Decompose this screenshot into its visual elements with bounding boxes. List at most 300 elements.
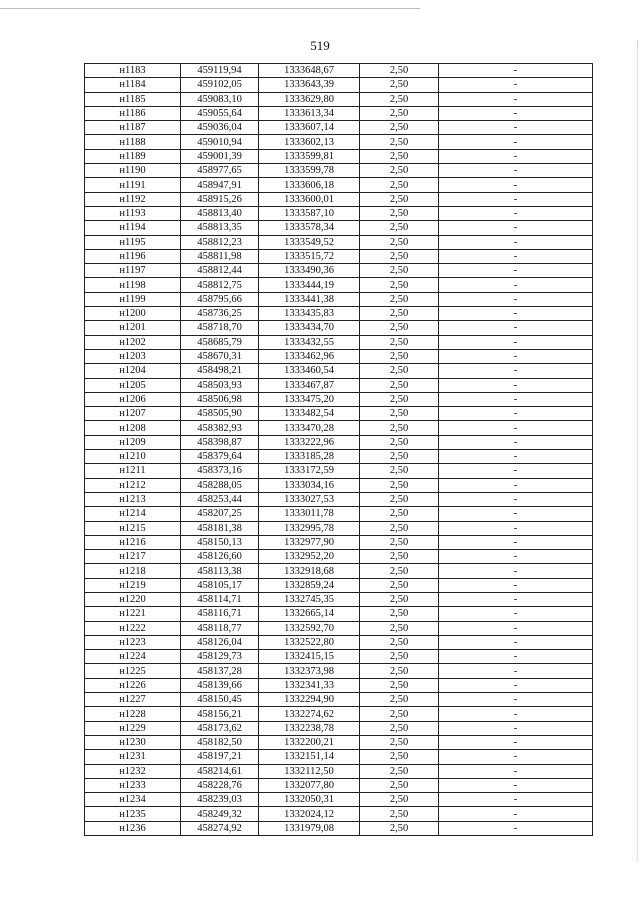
note-cell: - [439,378,593,392]
y-coordinate-cell: 1332077,80 [259,778,360,792]
x-coordinate-cell: 458373,16 [181,464,259,478]
x-coordinate-cell: 458126,60 [181,550,259,564]
table-row [85,92,593,106]
y-coordinate-cell: 1333599,81 [259,149,360,163]
top-rule [0,8,420,9]
table-row [85,292,593,306]
note-cell: - [439,435,593,449]
y-coordinate-cell: 1332522,80 [259,635,360,649]
x-coordinate-cell: 458129,73 [181,650,259,664]
value-cell: 2,50 [360,464,439,478]
table-row [85,678,593,692]
y-coordinate-cell: 1333222,96 [259,435,360,449]
note-cell: - [439,578,593,592]
y-coordinate-cell: 1332592,70 [259,621,360,635]
x-coordinate-cell: 458379,64 [181,450,259,464]
value-cell: 2,50 [360,206,439,220]
point-id-cell: н1213 [85,492,181,506]
value-cell: 2,50 [360,307,439,321]
value-cell: 2,50 [360,278,439,292]
table-row [85,435,593,449]
value-cell: 2,50 [360,450,439,464]
note-cell: - [439,221,593,235]
table-row [85,507,593,521]
table-row [85,578,593,592]
page-edge-shadow [637,40,638,860]
table-row [85,264,593,278]
note-cell: - [439,664,593,678]
x-coordinate-cell: 459001,39 [181,149,259,163]
table-row [85,307,593,321]
y-coordinate-cell: 1332151,14 [259,750,360,764]
note-cell: - [439,678,593,692]
value-cell: 2,50 [360,106,439,120]
value-cell: 2,50 [360,392,439,406]
table-row [85,621,593,635]
x-coordinate-cell: 458118,77 [181,621,259,635]
x-coordinate-cell: 458239,03 [181,793,259,807]
value-cell: 2,50 [360,178,439,192]
table-row [85,750,593,764]
x-coordinate-cell: 458795,66 [181,292,259,306]
value-cell: 2,50 [360,321,439,335]
value-cell: 2,50 [360,592,439,606]
y-coordinate-cell: 1333435,83 [259,307,360,321]
value-cell: 2,50 [360,235,439,249]
point-id-cell: н1222 [85,621,181,635]
x-coordinate-cell: 458670,31 [181,349,259,363]
y-coordinate-cell: 1333467,87 [259,378,360,392]
table-row [85,707,593,721]
y-coordinate-cell: 1331979,08 [259,821,360,835]
table-row [85,121,593,135]
table-row [85,735,593,749]
point-id-cell: н1221 [85,607,181,621]
value-cell: 2,50 [360,778,439,792]
value-cell: 2,50 [360,764,439,778]
y-coordinate-cell: 1333441,38 [259,292,360,306]
value-cell: 2,50 [360,349,439,363]
point-id-cell: н1198 [85,278,181,292]
x-coordinate-cell: 458506,98 [181,392,259,406]
table-row [85,235,593,249]
table-row [85,693,593,707]
x-coordinate-cell: 458197,21 [181,750,259,764]
point-id-cell: н1233 [85,778,181,792]
value-cell: 2,50 [360,364,439,378]
x-coordinate-cell: 458114,71 [181,592,259,606]
note-cell: - [439,821,593,835]
point-id-cell: н1210 [85,450,181,464]
y-coordinate-cell: 1333172,59 [259,464,360,478]
point-id-cell: н1201 [85,321,181,335]
table-row [85,464,593,478]
note-cell: - [439,192,593,206]
value-cell: 2,50 [360,421,439,435]
point-id-cell: н1218 [85,564,181,578]
y-coordinate-cell: 1332995,78 [259,521,360,535]
note-cell: - [439,592,593,606]
value-cell: 2,50 [360,693,439,707]
y-coordinate-cell: 1333606,18 [259,178,360,192]
x-coordinate-cell: 458214,61 [181,764,259,778]
table-row [85,478,593,492]
point-id-cell: н1187 [85,121,181,135]
table-row [85,450,593,464]
x-coordinate-cell: 458253,44 [181,492,259,506]
x-coordinate-cell: 459010,94 [181,135,259,149]
table-row [85,149,593,163]
y-coordinate-cell: 1332274,62 [259,707,360,721]
value-cell: 2,50 [360,550,439,564]
x-coordinate-cell: 458181,38 [181,521,259,535]
note-cell: - [439,492,593,506]
value-cell: 2,50 [360,149,439,163]
table-row [85,592,593,606]
x-coordinate-cell: 458813,40 [181,206,259,220]
point-id-cell: н1197 [85,264,181,278]
table-row [85,192,593,206]
table-row [85,492,593,506]
note-cell: - [439,235,593,249]
value-cell: 2,50 [360,578,439,592]
value-cell: 2,50 [360,635,439,649]
table-row [85,650,593,664]
y-coordinate-cell: 1332238,78 [259,721,360,735]
value-cell: 2,50 [360,192,439,206]
point-id-cell: н1199 [85,292,181,306]
y-coordinate-cell: 1333490,36 [259,264,360,278]
note-cell: - [439,307,593,321]
y-coordinate-cell: 1332050,31 [259,793,360,807]
value-cell: 2,50 [360,292,439,306]
x-coordinate-cell: 459083,10 [181,92,259,106]
point-id-cell: н1212 [85,478,181,492]
value-cell: 2,50 [360,821,439,835]
point-id-cell: н1224 [85,650,181,664]
note-cell: - [439,778,593,792]
note-cell: - [439,607,593,621]
x-coordinate-cell: 458150,13 [181,535,259,549]
table-row [85,178,593,192]
value-cell: 2,50 [360,135,439,149]
y-coordinate-cell: 1333185,28 [259,450,360,464]
point-id-cell: н1195 [85,235,181,249]
note-cell: - [439,164,593,178]
note-cell: - [439,292,593,306]
value-cell: 2,50 [360,478,439,492]
table-body [85,64,593,836]
value-cell: 2,50 [360,650,439,664]
y-coordinate-cell: 1332200,21 [259,735,360,749]
y-coordinate-cell: 1332341,33 [259,678,360,692]
y-coordinate-cell: 1333011,78 [259,507,360,521]
x-coordinate-cell: 458812,23 [181,235,259,249]
note-cell: - [439,421,593,435]
x-coordinate-cell: 458126,04 [181,635,259,649]
point-id-cell: н1223 [85,635,181,649]
y-coordinate-cell: 1332952,20 [259,550,360,564]
y-coordinate-cell: 1333600,01 [259,192,360,206]
x-coordinate-cell: 458173,62 [181,721,259,735]
y-coordinate-cell: 1332977,90 [259,535,360,549]
value-cell: 2,50 [360,750,439,764]
y-coordinate-cell: 1333549,52 [259,235,360,249]
point-id-cell: н1188 [85,135,181,149]
x-coordinate-cell: 458718,70 [181,321,259,335]
y-coordinate-cell: 1333462,96 [259,349,360,363]
point-id-cell: н1215 [85,521,181,535]
x-coordinate-cell: 458947,91 [181,178,259,192]
value-cell: 2,50 [360,664,439,678]
value-cell: 2,50 [360,378,439,392]
note-cell: - [439,335,593,349]
point-id-cell: н1192 [85,192,181,206]
note-cell: - [439,64,593,78]
note-cell: - [439,321,593,335]
note-cell: - [439,535,593,549]
x-coordinate-cell: 458105,17 [181,578,259,592]
value-cell: 2,50 [360,249,439,263]
point-id-cell: н1234 [85,793,181,807]
x-coordinate-cell: 459119,94 [181,64,259,78]
y-coordinate-cell: 1332415,15 [259,650,360,664]
y-coordinate-cell: 1333460,54 [259,364,360,378]
value-cell: 2,50 [360,721,439,735]
x-coordinate-cell: 459055,64 [181,106,259,120]
y-coordinate-cell: 1333578,34 [259,221,360,235]
y-coordinate-cell: 1332024,12 [259,807,360,821]
x-coordinate-cell: 458137,28 [181,664,259,678]
point-id-cell: н1189 [85,149,181,163]
table-row [85,78,593,92]
value-cell: 2,50 [360,707,439,721]
y-coordinate-cell: 1333613,34 [259,106,360,120]
note-cell: - [439,721,593,735]
value-cell: 2,50 [360,735,439,749]
table-row [85,164,593,178]
table-row [85,664,593,678]
y-coordinate-cell: 1333629,80 [259,92,360,106]
point-id-cell: н1194 [85,221,181,235]
value-cell: 2,50 [360,607,439,621]
value-cell: 2,50 [360,535,439,549]
table-row [85,793,593,807]
value-cell: 2,50 [360,221,439,235]
x-coordinate-cell: 458398,87 [181,435,259,449]
table-row [85,535,593,549]
table-row [85,607,593,621]
point-id-cell: н1209 [85,435,181,449]
value-cell: 2,50 [360,407,439,421]
table-row [85,407,593,421]
note-cell: - [439,264,593,278]
x-coordinate-cell: 458812,75 [181,278,259,292]
y-coordinate-cell: 1333643,39 [259,78,360,92]
x-coordinate-cell: 458811,98 [181,249,259,263]
note-cell: - [439,707,593,721]
table-row [85,764,593,778]
x-coordinate-cell: 458503,93 [181,378,259,392]
y-coordinate-cell: 1332112,50 [259,764,360,778]
x-coordinate-cell: 459036,04 [181,121,259,135]
note-cell: - [439,621,593,635]
x-coordinate-cell: 458288,05 [181,478,259,492]
point-id-cell: н1235 [85,807,181,821]
x-coordinate-cell: 458139,66 [181,678,259,692]
note-cell: - [439,278,593,292]
x-coordinate-cell: 458150,45 [181,693,259,707]
table-row [85,778,593,792]
note-cell: - [439,735,593,749]
table-row [85,392,593,406]
coordinates-table [84,63,593,836]
x-coordinate-cell: 458685,79 [181,335,259,349]
point-id-cell: н1204 [85,364,181,378]
point-id-cell: н1232 [85,764,181,778]
note-cell: - [439,349,593,363]
table-row [85,564,593,578]
point-id-cell: н1227 [85,693,181,707]
point-id-cell: н1229 [85,721,181,735]
point-id-cell: н1183 [85,64,181,78]
note-cell: - [439,478,593,492]
table-row [85,550,593,564]
point-id-cell: н1225 [85,664,181,678]
value-cell: 2,50 [360,521,439,535]
x-coordinate-cell: 458382,93 [181,421,259,435]
table-row [85,521,593,535]
x-coordinate-cell: 458116,71 [181,607,259,621]
point-id-cell: н1184 [85,78,181,92]
point-id-cell: н1196 [85,249,181,263]
note-cell: - [439,750,593,764]
point-id-cell: н1208 [85,421,181,435]
note-cell: - [439,206,593,220]
note-cell: - [439,450,593,464]
point-id-cell: н1220 [85,592,181,606]
note-cell: - [439,149,593,163]
x-coordinate-cell: 458498,21 [181,364,259,378]
point-id-cell: н1217 [85,550,181,564]
value-cell: 2,50 [360,78,439,92]
y-coordinate-cell: 1332745,35 [259,592,360,606]
note-cell: - [439,106,593,120]
y-coordinate-cell: 1333587,10 [259,206,360,220]
y-coordinate-cell: 1332373,98 [259,664,360,678]
x-coordinate-cell: 459102,05 [181,78,259,92]
table-row [85,364,593,378]
note-cell: - [439,121,593,135]
x-coordinate-cell: 458505,90 [181,407,259,421]
x-coordinate-cell: 458736,25 [181,307,259,321]
point-id-cell: н1216 [85,535,181,549]
note-cell: - [439,693,593,707]
point-id-cell: н1200 [85,307,181,321]
note-cell: - [439,78,593,92]
value-cell: 2,50 [360,793,439,807]
page-number: 519 [310,38,330,53]
y-coordinate-cell: 1333432,55 [259,335,360,349]
note-cell: - [439,793,593,807]
point-id-cell: н1205 [85,378,181,392]
note-cell: - [439,364,593,378]
point-id-cell: н1219 [85,578,181,592]
table-row [85,206,593,220]
table-row [85,821,593,835]
point-id-cell: н1193 [85,206,181,220]
point-id-cell: н1203 [85,349,181,363]
x-coordinate-cell: 458274,92 [181,821,259,835]
value-cell: 2,50 [360,92,439,106]
table-row [85,135,593,149]
note-cell: - [439,764,593,778]
point-id-cell: н1226 [85,678,181,692]
point-id-cell: н1185 [85,92,181,106]
y-coordinate-cell: 1333515,72 [259,249,360,263]
value-cell: 2,50 [360,435,439,449]
table-row [85,321,593,335]
x-coordinate-cell: 458813,35 [181,221,259,235]
note-cell: - [439,392,593,406]
value-cell: 2,50 [360,807,439,821]
value-cell: 2,50 [360,564,439,578]
value-cell: 2,50 [360,335,439,349]
y-coordinate-cell: 1333602,13 [259,135,360,149]
note-cell: - [439,807,593,821]
table-row [85,635,593,649]
table-row [85,106,593,120]
point-id-cell: н1207 [85,407,181,421]
point-id-cell: н1211 [85,464,181,478]
note-cell: - [439,564,593,578]
table-row [85,278,593,292]
point-id-cell: н1190 [85,164,181,178]
point-id-cell: н1206 [85,392,181,406]
table-row [85,221,593,235]
x-coordinate-cell: 458113,38 [181,564,259,578]
y-coordinate-cell: 1332859,24 [259,578,360,592]
note-cell: - [439,521,593,535]
note-cell: - [439,407,593,421]
x-coordinate-cell: 458249,32 [181,807,259,821]
y-coordinate-cell: 1333034,16 [259,478,360,492]
point-id-cell: н1236 [85,821,181,835]
x-coordinate-cell: 458207,25 [181,507,259,521]
y-coordinate-cell: 1332918,68 [259,564,360,578]
note-cell: - [439,178,593,192]
table-row [85,807,593,821]
value-cell: 2,50 [360,621,439,635]
note-cell: - [439,650,593,664]
y-coordinate-cell: 1333607,14 [259,121,360,135]
note-cell: - [439,249,593,263]
note-cell: - [439,92,593,106]
value-cell: 2,50 [360,507,439,521]
y-coordinate-cell: 1333444,19 [259,278,360,292]
table-row [85,335,593,349]
point-id-cell: н1202 [85,335,181,349]
point-id-cell: н1230 [85,735,181,749]
table-row [85,64,593,78]
y-coordinate-cell: 1333475,20 [259,392,360,406]
table-row [85,378,593,392]
value-cell: 2,50 [360,678,439,692]
y-coordinate-cell: 1333482,54 [259,407,360,421]
note-cell: - [439,135,593,149]
note-cell: - [439,550,593,564]
table-row [85,249,593,263]
